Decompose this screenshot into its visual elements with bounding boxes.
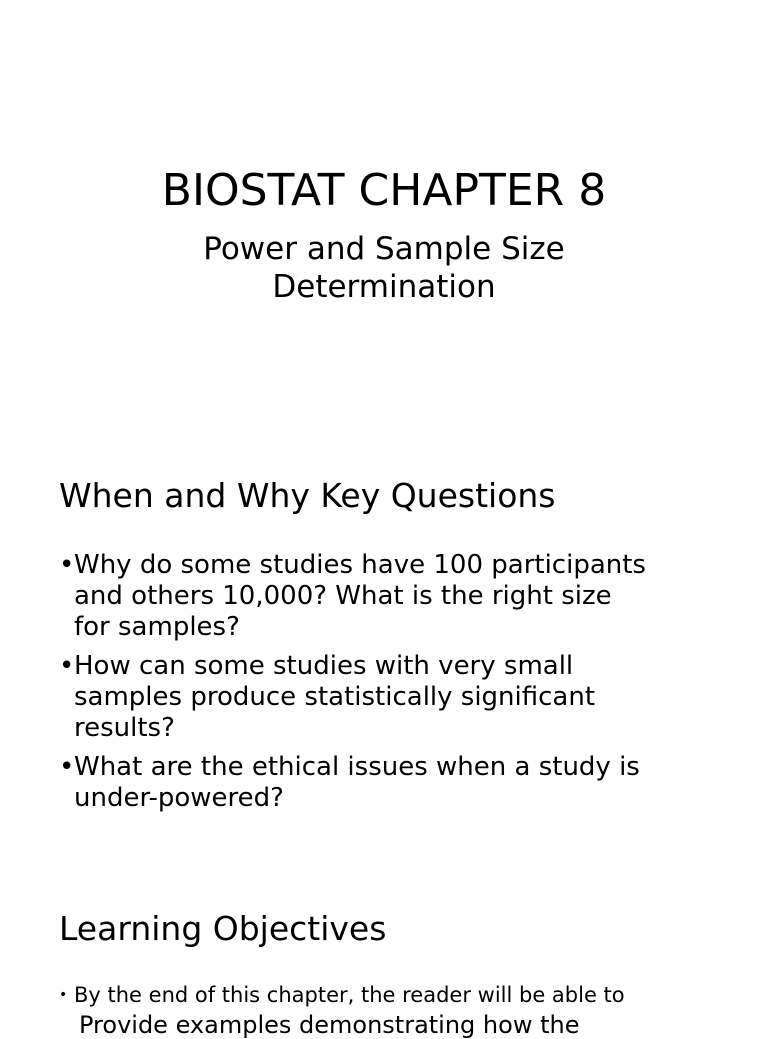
slide-heading: When and Why Key Questions (59, 476, 556, 515)
bullet-line: under-powered? (74, 783, 284, 813)
bullet-item-3 (59, 752, 729, 814)
bullet-line: results? (74, 713, 175, 743)
slide-title: BIOSTAT CHAPTER 8 (161, 165, 607, 216)
bullet-icon: • (59, 651, 75, 681)
learning-objectives-slide (0, 864, 768, 1039)
bullet-icon: • (59, 987, 68, 1003)
bullet-item-1 (59, 550, 729, 643)
bullet-icon: • (59, 752, 75, 782)
title-slide (0, 0, 768, 420)
bullet-item-intro (59, 982, 739, 1009)
bullet-list (59, 550, 729, 822)
bullet-line: What are the ethical issues when a study is (74, 752, 640, 782)
subtitle-line-1: Power and Sample Size (203, 231, 565, 267)
sub-bullet-item (59, 1011, 739, 1039)
sub-bullet-text: Provide examples demonstrating how the (79, 1011, 580, 1039)
bullet-item-2 (59, 651, 729, 744)
bullet-line: How can some studies with very small (74, 651, 574, 681)
slide-subtitle (0, 230, 768, 306)
bullet-icon: • (59, 550, 75, 580)
subtitle-line-2: Determination (272, 269, 496, 305)
bullet-line: for samples? (74, 612, 240, 642)
bullet-line: samples produce statistically significant (74, 682, 596, 712)
bullet-line: and others 10,000? What is the right size (74, 581, 612, 611)
bullet-text: By the end of this chapter, the reader will be able to (74, 983, 625, 1007)
slide-heading: Learning Objectives (59, 909, 387, 948)
bullet-line: Why do some studies have 100 participants (74, 550, 646, 580)
bullet-list (59, 982, 739, 1039)
key-questions-slide (0, 432, 768, 864)
